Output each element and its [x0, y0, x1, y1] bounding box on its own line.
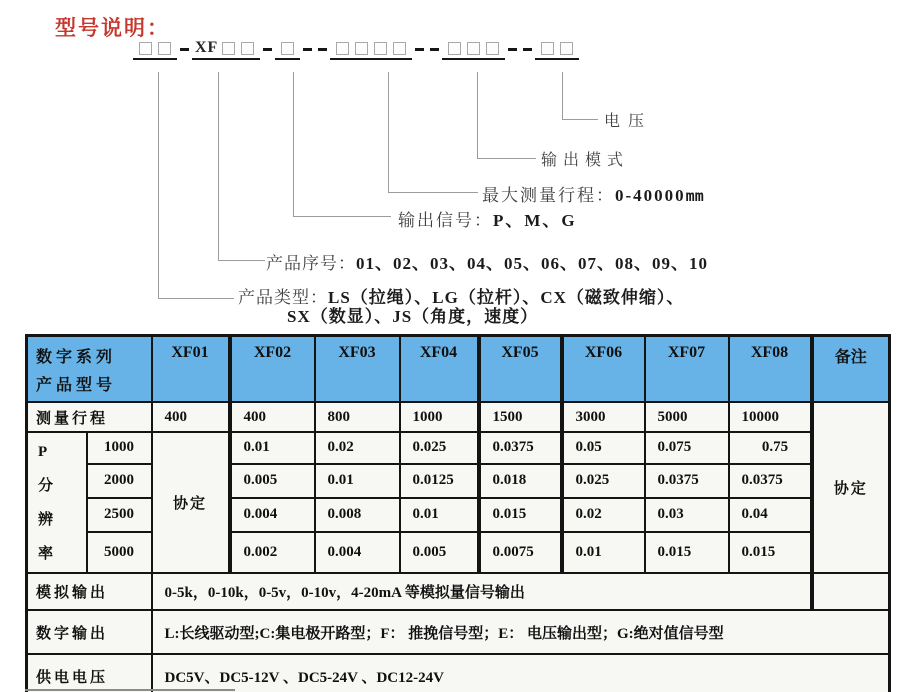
code-box: [486, 42, 499, 55]
code-prefix-xf: XF: [195, 39, 219, 56]
digital-output-row: [27, 610, 890, 654]
resolution-row-5000: 5000 0.002 0.004 0.005 0.0075 0.01 0.015 0.015: [27, 532, 890, 573]
callout-line: [388, 192, 478, 193]
callout-line: [562, 72, 563, 119]
travel-label: 测量行程: [27, 402, 152, 432]
code-group-voltage: [535, 38, 579, 60]
header-xf06: XF06: [562, 336, 645, 403]
header-xf05: XF05: [479, 336, 562, 403]
dash-separator: [508, 48, 517, 51]
model-code-pattern: [133, 38, 579, 60]
unit-mm: mm: [685, 187, 704, 205]
code-box: [448, 42, 461, 55]
header-xf02: XF02: [230, 336, 315, 403]
header-xf03: XF03: [315, 336, 400, 403]
header-xf01: XF01: [152, 336, 230, 403]
analog-value: 0-5k，0-10k，0-5v，0-10v，4-20mA 等模拟量信号输出: [152, 573, 812, 610]
callout-line: [293, 216, 391, 217]
digital-value: L:长线驱动型;C:集电极开路型；F： 推挽信号型；E： 电压输出型；G:绝对值信号型: [152, 610, 890, 654]
resolution-level: 1000: [87, 432, 152, 464]
remark-empty-cell: [812, 573, 890, 610]
analog-output-row: [27, 573, 890, 610]
callout-voltage: 电压: [604, 113, 653, 130]
callout-line: [293, 72, 294, 216]
code-group-serial: [192, 38, 260, 60]
code-box: [393, 42, 406, 55]
xf01-agree-cell: 协定: [152, 432, 230, 573]
resolution-level: 2000: [87, 464, 152, 498]
callout-serial: 产品序号：01、02、03、04、05、06、07、08、09、10: [266, 254, 708, 273]
analog-label: 模拟输出: [27, 573, 152, 610]
code-box: [374, 42, 387, 55]
resolution-row-1000: P 分 辨 率 1000 协定 0.01 0.02 0.025 0.0375 0.05 0.075 0.75: [27, 432, 890, 464]
resolution-level: 5000: [87, 532, 152, 573]
callout-line: [158, 72, 159, 298]
callout-output-signal: 输出信号：P、M、G: [398, 211, 577, 230]
dash-separator: [523, 48, 532, 51]
callout-line: [477, 158, 536, 159]
code-group-travel: [330, 38, 412, 60]
resolution-group-label: P 分 辨 率: [27, 432, 87, 573]
header-remark: 备注: [812, 336, 890, 403]
header-xf07: XF07: [645, 336, 729, 403]
callout-line: [218, 260, 265, 261]
code-box: [158, 42, 171, 55]
code-box: [355, 42, 368, 55]
power-voltage-row: [27, 654, 890, 692]
header-xf08: XF08: [729, 336, 812, 403]
resolution-row-2000: 2000 0.005 0.01 0.0125 0.018 0.025 0.0375 0.0375: [27, 464, 890, 498]
travel-row: 测量行程 400 400 800 1000 1500 3000 5000 10000 协定: [27, 402, 890, 432]
callout-line: [477, 72, 478, 158]
spec-table: [25, 334, 891, 692]
dash-separator: [415, 48, 424, 51]
code-box: [467, 42, 480, 55]
page-title: 型号说明：: [55, 17, 170, 40]
code-box: [139, 42, 152, 55]
code-box: [222, 42, 235, 55]
resolution-row-2500: 2500 0.004 0.008 0.01 0.015 0.02 0.03 0.04: [27, 498, 890, 532]
next-row-cutoff-line: [25, 689, 235, 691]
code-box: [541, 42, 554, 55]
callout-max-travel: 最大测量行程：0-40000mm: [482, 186, 704, 205]
power-value: DC5V、DC5-12V 、DC5-24V 、DC12-24V: [152, 654, 890, 692]
dash-separator: [430, 48, 439, 51]
power-label: 供电电压: [27, 654, 152, 692]
digital-label: 数字输出: [27, 610, 152, 654]
code-box: [281, 42, 294, 55]
dash-separator: [303, 48, 312, 51]
header-xf04: XF04: [400, 336, 479, 403]
table-header-row: [27, 336, 890, 403]
callout-line: [218, 72, 219, 260]
callout-line: [562, 119, 598, 120]
code-group-signal: [275, 38, 300, 60]
callout-output-mode: 输出模式: [541, 152, 630, 169]
code-box: [560, 42, 573, 55]
dash-separator: [318, 48, 327, 51]
header-corner: 数字系列 产品型号: [27, 336, 152, 403]
remark-agree-cell: 协定: [812, 402, 890, 573]
callout-product-type: 产品类型：LS（拉绳）、LG（拉杆）、CX（磁致伸缩）、 SX（数显）、JS（角度，速度）: [238, 288, 685, 326]
callout-line: [158, 298, 234, 299]
code-group-output-mode: [442, 38, 505, 60]
code-box: [336, 42, 349, 55]
code-group-product-type: [133, 38, 177, 60]
resolution-level: 2500: [87, 498, 152, 532]
dash-separator: [180, 48, 189, 51]
callout-line: [388, 72, 389, 192]
code-box: [241, 42, 254, 55]
dash-separator: [263, 48, 272, 51]
